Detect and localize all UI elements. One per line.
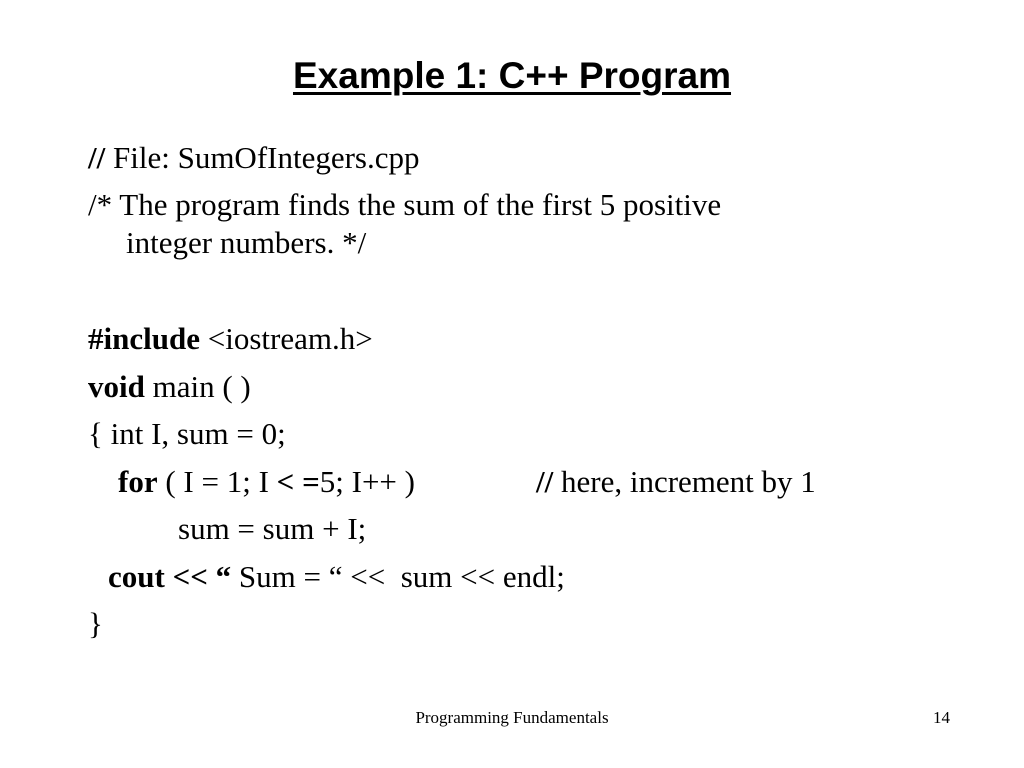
for-loop-text: ( I = 1; I xyxy=(157,464,277,499)
include-keyword: #include xyxy=(88,321,200,356)
closing-brace: } xyxy=(88,606,103,641)
comment-slashes: // xyxy=(88,140,106,175)
block-comment-line-1: /* The program finds the sum of the first 5 positive xyxy=(88,187,722,222)
cout-keyword: cout << “ xyxy=(108,559,232,594)
for-comment xyxy=(536,462,816,502)
block-comment-line-2: integer numbers. */ xyxy=(126,225,367,260)
slide-title: Example 1: C++ Program xyxy=(292,55,732,96)
for-keyword: for xyxy=(118,464,158,499)
include-line xyxy=(88,319,373,359)
for-operator: < = xyxy=(276,464,320,499)
for-loop-end: 5; I++ ) xyxy=(319,464,415,499)
declaration-line: { int I, sum = 0; xyxy=(88,416,286,451)
main-text: main ( ) xyxy=(144,369,251,404)
file-comment-line xyxy=(88,138,420,178)
for-line xyxy=(118,462,415,502)
void-keyword: void xyxy=(88,369,145,404)
file-comment-text: File: SumOfIntegers.cpp xyxy=(105,140,420,175)
cout-text: Sum = “ << sum << endl; xyxy=(231,559,565,594)
footer-course: Programming Fundamentals xyxy=(415,708,609,727)
for-comment-text: here, increment by 1 xyxy=(553,464,816,499)
include-text: <iostream.h> xyxy=(199,321,373,356)
cout-line xyxy=(108,557,565,597)
main-line xyxy=(88,367,251,407)
sum-line: sum = sum + I; xyxy=(178,511,367,546)
footer-page-number: 14 xyxy=(933,708,950,727)
for-comment-slashes: // xyxy=(536,464,554,499)
